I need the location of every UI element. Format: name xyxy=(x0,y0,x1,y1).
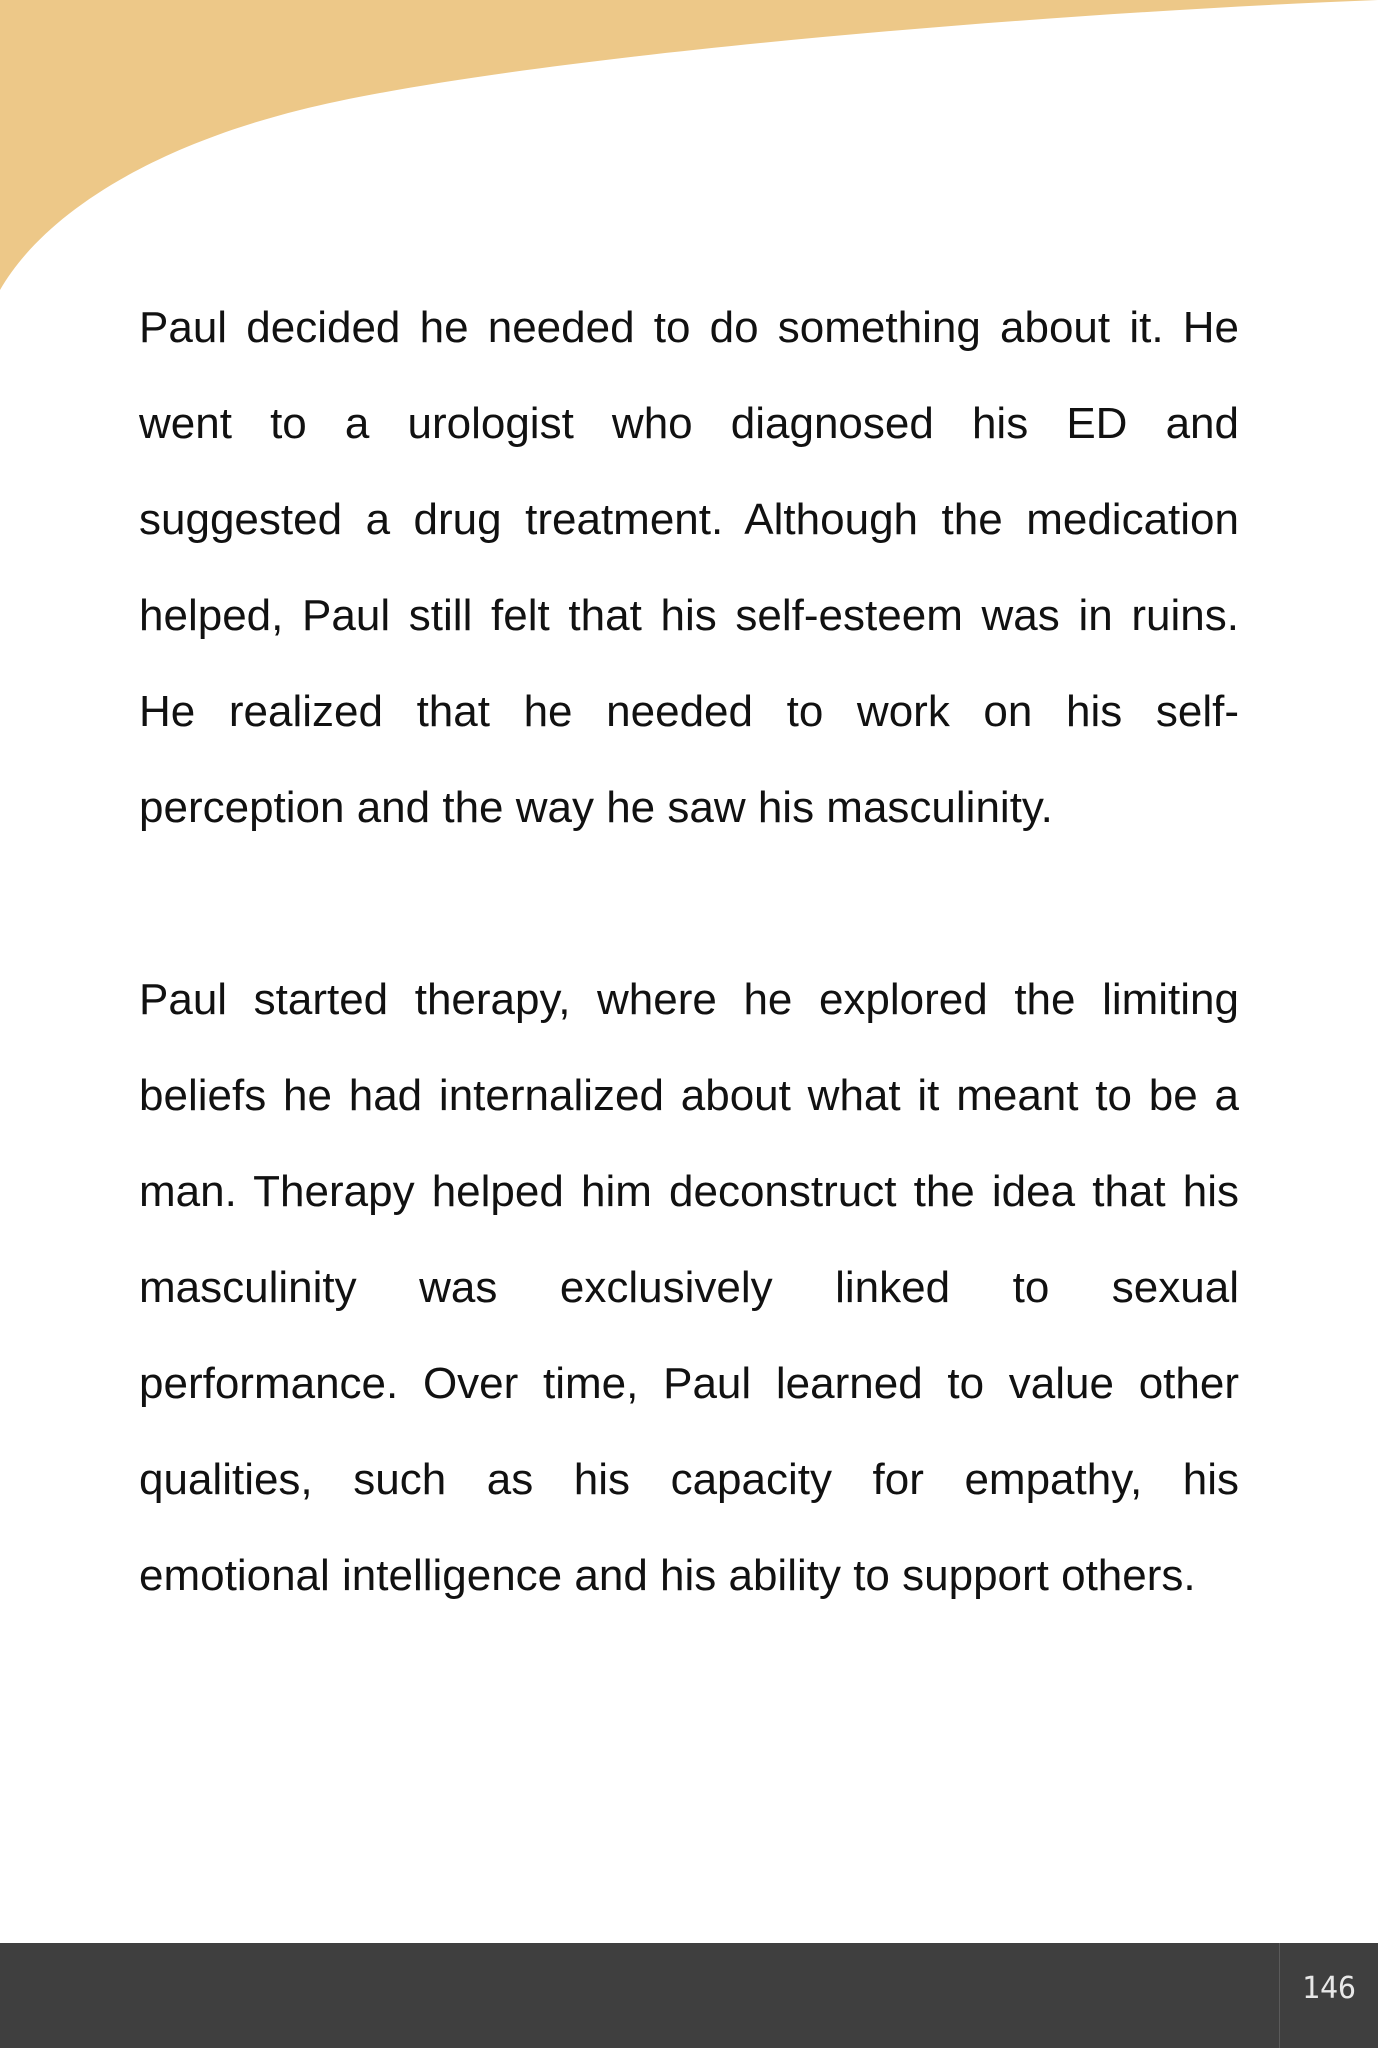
page-number-box xyxy=(1279,1943,1378,2048)
paragraph: Paul started therapy, where he explored the limiting beliefs he had internalized about what it meant to be a man. Therapy helped him deconstruct the idea that his masculinity was exclusively linked to sexual performance. Over time, Paul learned to value other qualities, such as his capacity for empathy, his emotional intelligence and his ability to support others. xyxy=(139,975,1239,1600)
footer-bar xyxy=(0,1943,1378,2048)
decorative-top-swoosh xyxy=(0,0,1378,300)
paragraph: Paul decided he needed to do something about it. He went to a urologist who diagnosed his ED and suggested a drug treatment. Although the medication helped, Paul still felt that his self-esteem was in ruins. He realized that he needed to work on his self-perception and the way he saw his masculinity. xyxy=(139,303,1239,832)
page-number: 146 xyxy=(1301,1971,1357,2006)
body-text xyxy=(139,280,1239,1624)
swoosh-shape xyxy=(0,0,1378,290)
